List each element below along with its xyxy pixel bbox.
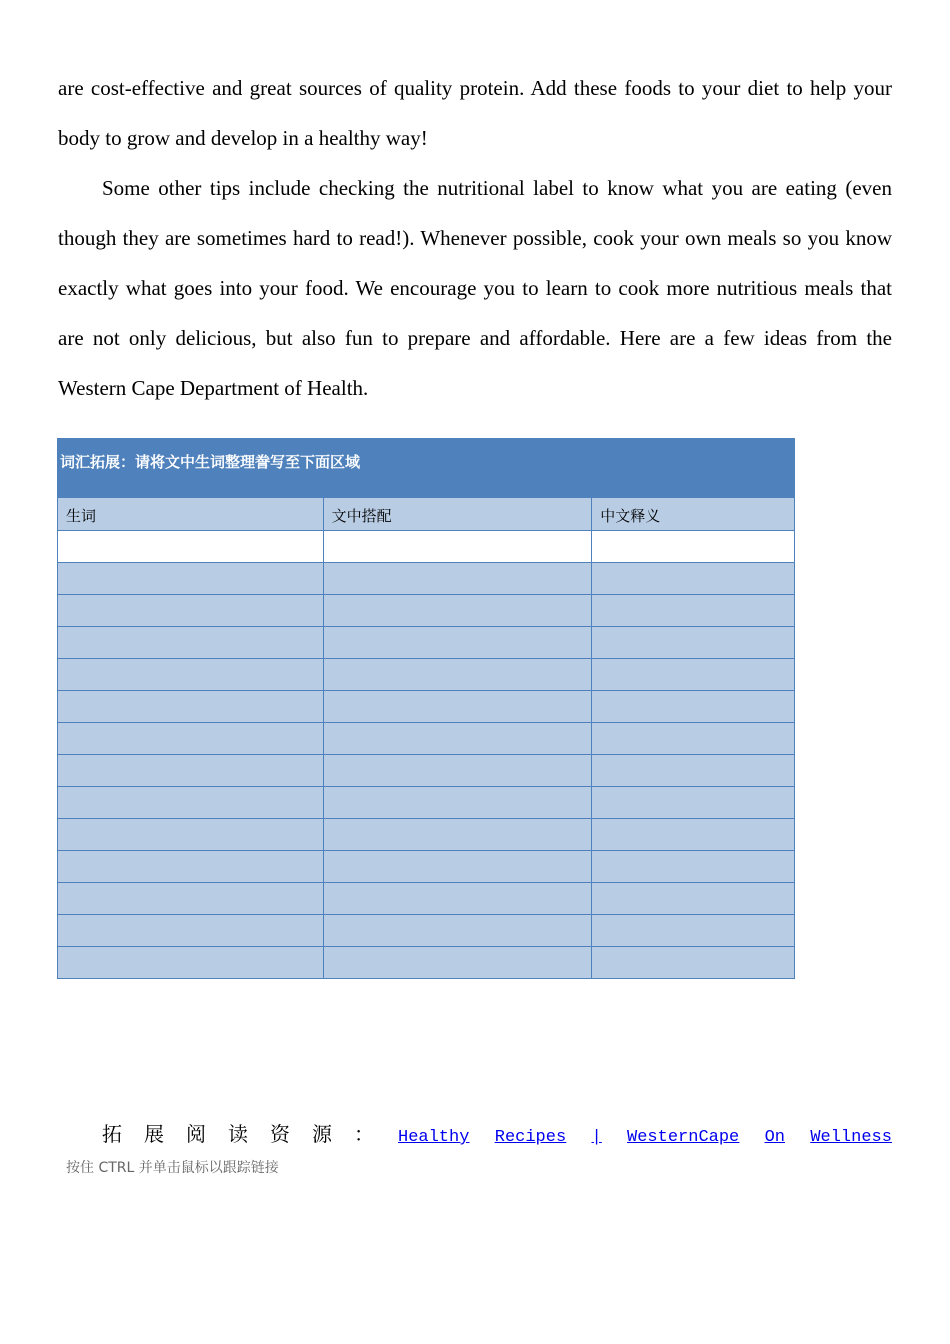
table-cell[interactable] (58, 691, 324, 723)
link-word[interactable]: Recipes (494, 1128, 567, 1147)
table-cell[interactable] (323, 659, 592, 691)
link-word[interactable]: Wellness (810, 1128, 892, 1147)
table-cell[interactable] (592, 915, 795, 947)
table-cell[interactable] (592, 595, 795, 627)
table-cell[interactable] (323, 915, 592, 947)
table-cell[interactable] (58, 851, 324, 883)
table-cell[interactable] (58, 595, 324, 627)
header-collocation: 文中搭配 (323, 498, 592, 531)
table-cell[interactable] (323, 851, 592, 883)
extended-reading-resource (102, 1118, 892, 1147)
table-cell[interactable] (58, 755, 324, 787)
table-cell[interactable] (58, 915, 324, 947)
table-cell[interactable] (592, 563, 795, 595)
table-cell[interactable] (592, 755, 795, 787)
vocab-table-title: 词汇拓展：请将文中生词整理誊写至下面区域 (58, 439, 795, 498)
table-cell[interactable] (58, 787, 324, 819)
resource-label: 拓展阅读资源： (102, 1122, 396, 1146)
header-word: 生词 (58, 498, 324, 531)
vocab-table (57, 438, 795, 979)
paragraph-1: are cost-effective and great sources of quality protein. Add these foods to your diet to help your body to grow and develop in a healthy way! (58, 76, 892, 150)
table-cell[interactable] (592, 947, 795, 979)
table-cell[interactable] (323, 819, 592, 851)
table-cell[interactable] (58, 947, 324, 979)
table-cell[interactable] (323, 595, 592, 627)
table-cell[interactable] (592, 723, 795, 755)
table-cell[interactable] (592, 627, 795, 659)
table-cell[interactable] (592, 691, 795, 723)
table-cell[interactable] (323, 947, 592, 979)
table-cell[interactable] (592, 531, 795, 563)
table-cell[interactable] (323, 531, 592, 563)
link-word[interactable]: WesternCape (627, 1128, 740, 1147)
link-word[interactable]: | (591, 1128, 602, 1147)
table-cell[interactable] (592, 787, 795, 819)
table-cell[interactable] (58, 659, 324, 691)
header-meaning: 中文释义 (592, 498, 795, 531)
table-cell[interactable] (58, 627, 324, 659)
table-cell[interactable] (323, 755, 592, 787)
resource-link[interactable] (398, 1128, 892, 1147)
table-cell[interactable] (592, 851, 795, 883)
table-cell[interactable] (592, 819, 795, 851)
table-cell[interactable] (58, 723, 324, 755)
table-cell[interactable] (323, 787, 592, 819)
table-cell[interactable] (592, 659, 795, 691)
table-cell[interactable] (592, 883, 795, 915)
table-cell[interactable] (323, 627, 592, 659)
paragraph-2: Some other tips include checking the nutritional label to know what you are eating (even though they are sometimes hard to read!). Whenever possible, cook your own meals so you know exactly what goes into your food. We encourage you to learn to cook more nutritious meals that are not only delicious, but also fun to prepare and affordable. Here are a few ideas from the Western Cape Department of Health. (58, 176, 892, 400)
table-cell[interactable] (323, 563, 592, 595)
table-cell[interactable] (323, 691, 592, 723)
table-cell[interactable] (323, 883, 592, 915)
table-cell[interactable] (58, 819, 324, 851)
table-cell[interactable] (58, 531, 324, 563)
link-tooltip: 按住 CTRL 并单击鼠标以跟踪链接 (66, 1160, 279, 1176)
table-cell[interactable] (323, 723, 592, 755)
link-word[interactable]: On (764, 1128, 785, 1147)
link-word[interactable]: Healthy (398, 1128, 470, 1147)
table-cell[interactable] (58, 563, 324, 595)
table-cell[interactable] (58, 883, 324, 915)
